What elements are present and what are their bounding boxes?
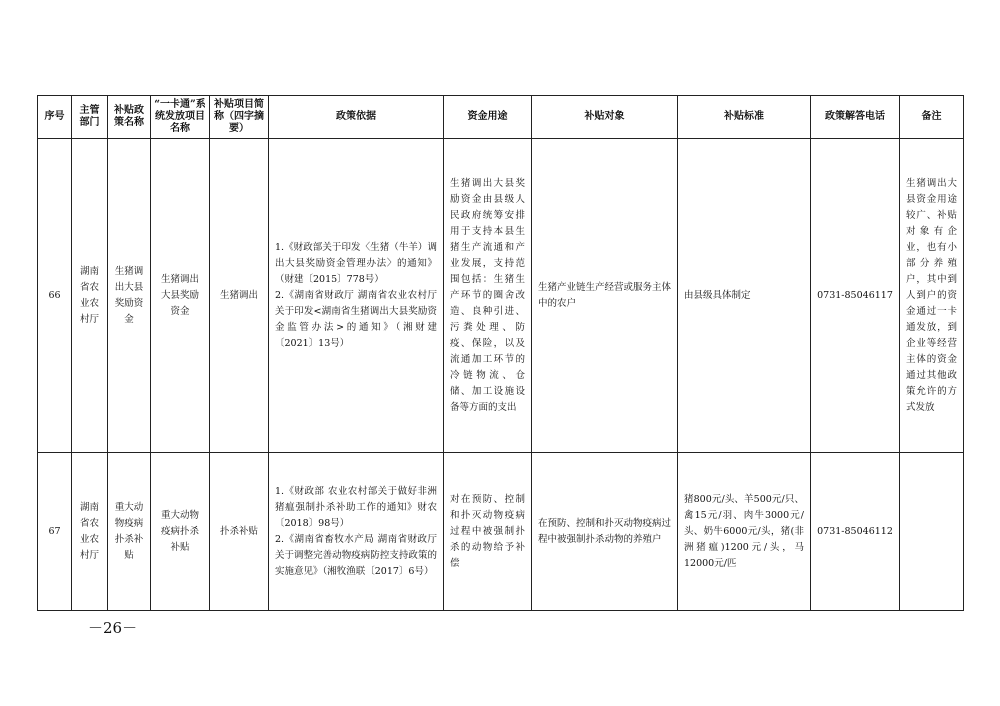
cell-remarks bbox=[900, 453, 964, 611]
header-subsidy-standard: 补贴标准 bbox=[678, 96, 811, 139]
cell-fund-use: 对在预防、控制和扑灭动物疫病过程中被强制扑杀的动物给予补偿 bbox=[444, 453, 532, 611]
header-policy-basis: 政策依据 bbox=[269, 96, 444, 139]
header-subsidy-policy-name: 补贴政策名称 bbox=[108, 96, 151, 139]
header-fund-use: 资金用途 bbox=[444, 96, 532, 139]
cell-fund-use: 生猪调出大县奖励资金由县级人民政府统筹安排用于支持本县生猪生产流通和产业发展，支持范围包括：生猪生产环节的圈舍改造、良种引进、污粪处理、防疫、保险，以及流通加工环节的冷链物流、仓储、加工设施设备等方面的支出 bbox=[444, 139, 532, 453]
table-row bbox=[38, 453, 964, 611]
header-remarks: 备注 bbox=[900, 96, 964, 139]
header-seq: 序号 bbox=[38, 96, 72, 139]
cell-phone: 0731-85046112 bbox=[811, 453, 900, 611]
header-card-project-name: “一卡通”系统发放项目名称 bbox=[151, 96, 210, 139]
cell-policy-basis: 1.《财政部 农业农村部关于做好非洲猪瘟强制扑杀补助工作的通知》财农〔2018〕98号） 2.《湖南省畜牧水产局 湖南省财政厅关于调整完善动物疫病防控支持政策的实施意见》（湘牧渔联〔2017〕6号） bbox=[269, 453, 444, 611]
cell-dept: 湖南省农业农村厅 bbox=[72, 139, 108, 453]
cell-card-project-name: 重大动物疫病扑杀补贴 bbox=[151, 453, 210, 611]
cell-subsidy-short: 扑杀补贴 bbox=[210, 453, 269, 611]
header-subsidy-short: 补贴项目简称（四字摘要） bbox=[210, 96, 269, 139]
cell-subsidy-policy-name: 重大动物疫病扑杀补贴 bbox=[108, 453, 151, 611]
subsidy-policy-table bbox=[37, 95, 964, 611]
cell-remarks: 生猪调出大县资金用途较广、补贴对象有企业，也有小部分养殖户，其中到人到户的资金通过一卡通发放，到企业等经营主体的资金通过其他政策允许的方式发放 bbox=[900, 139, 964, 453]
cell-subsidy-short: 生猪调出 bbox=[210, 139, 269, 453]
cell-subsidy-target: 生猪产业链生产经营或服务主体中的农户 bbox=[532, 139, 678, 453]
cell-phone: 0731-85046117 bbox=[811, 139, 900, 453]
header-dept: 主管部门 bbox=[72, 96, 108, 139]
header-subsidy-target: 补贴对象 bbox=[532, 96, 678, 139]
cell-subsidy-policy-name: 生猪调出大县奖励资金 bbox=[108, 139, 151, 453]
cell-seq: 67 bbox=[38, 453, 72, 611]
cell-subsidy-standard: 由县级具体制定 bbox=[678, 139, 811, 453]
cell-policy-basis: 1.《财政部关于印发〈生猪（牛羊）调出大县奖励资金管理办法〉的通知》（财建〔2015〕778号） 2.《湖南省财政厅 湖南省农业农村厅关于印发<湖南省生猪调出大县奖励资金监管办法>的通知》（湘财建〔2021〕13号） bbox=[269, 139, 444, 453]
cell-seq: 66 bbox=[38, 139, 72, 453]
cell-subsidy-target: 在预防、控制和扑灭动物疫病过程中被强制扑杀动物的养殖户 bbox=[532, 453, 678, 611]
table-row bbox=[38, 139, 964, 453]
cell-subsidy-standard: 猪800元/头、羊500元/只、禽15元/羽、肉牛3000元/头、奶牛6000元/头，猪(非洲猪瘟)1200元/头，马12000元/匹 bbox=[678, 453, 811, 611]
header-phone: 政策解答电话 bbox=[811, 96, 900, 139]
cell-card-project-name: 生猪调出大县奖励资金 bbox=[151, 139, 210, 453]
page-number: －26－ bbox=[88, 619, 138, 637]
cell-dept: 湖南省农业农村厅 bbox=[72, 453, 108, 611]
table-header-row bbox=[38, 96, 964, 139]
